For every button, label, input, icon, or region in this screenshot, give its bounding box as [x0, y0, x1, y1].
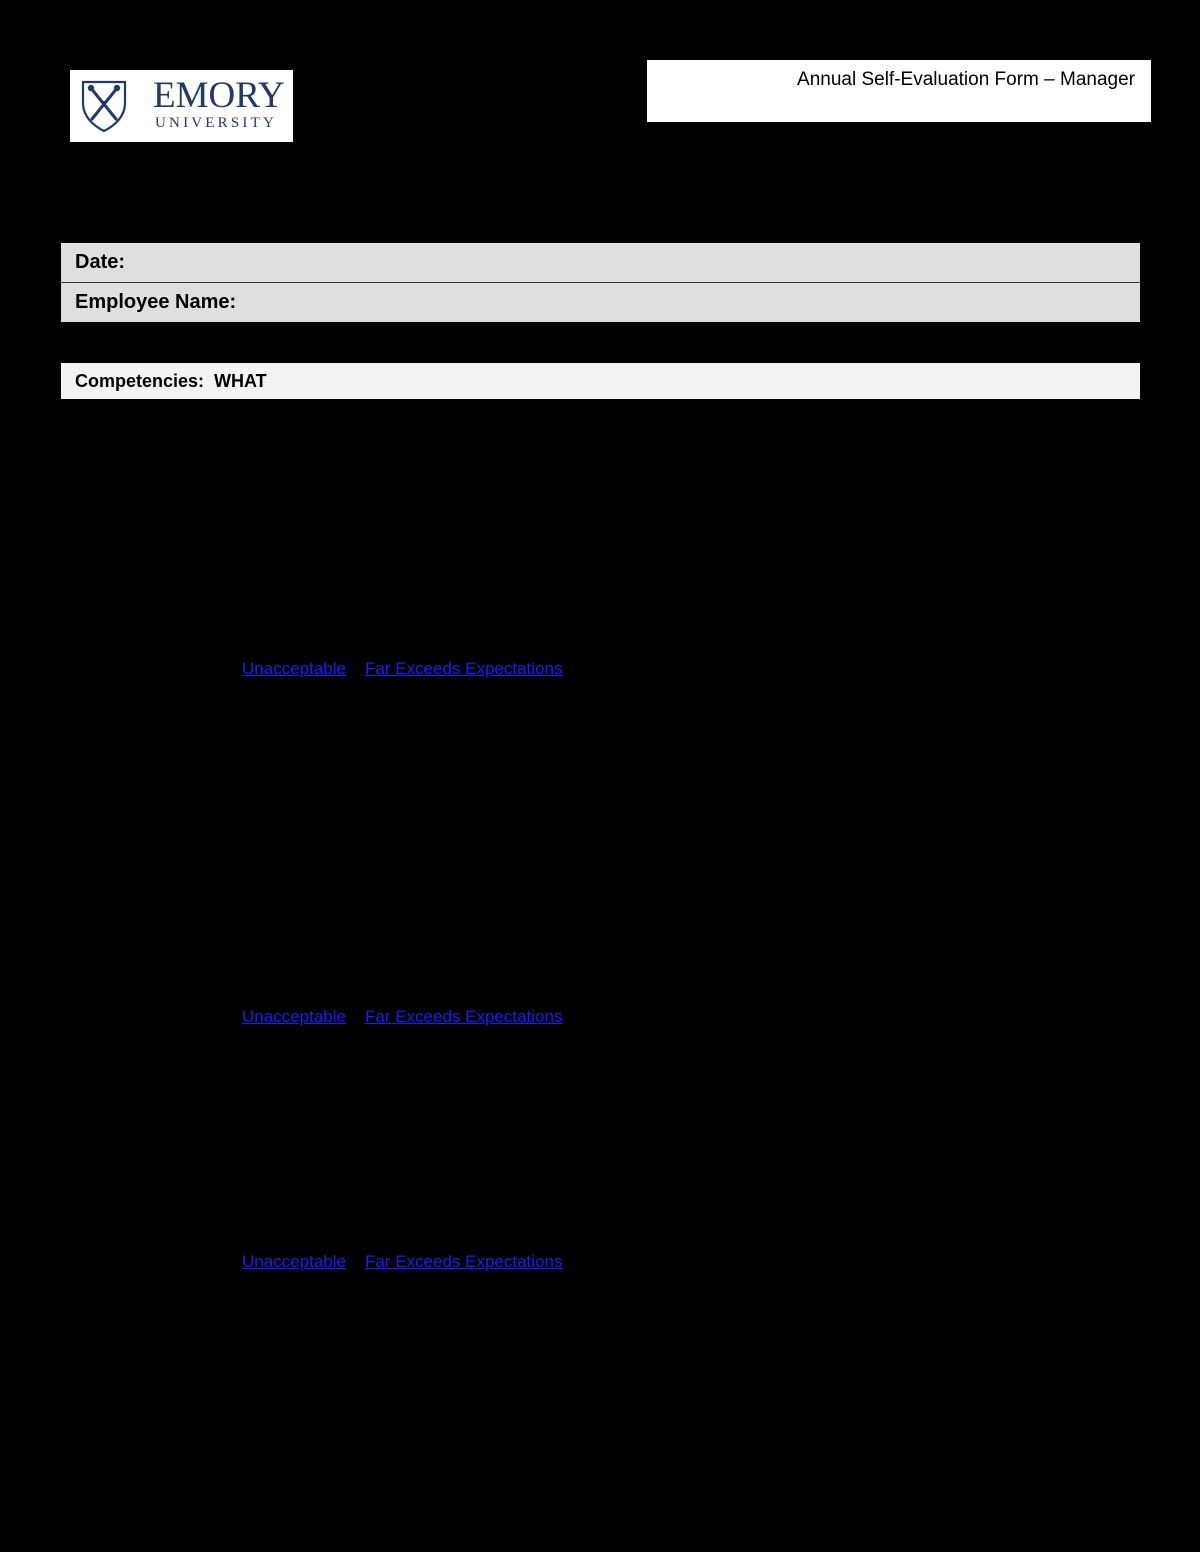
logo-name: EMORY	[153, 75, 285, 116]
rating-low-link[interactable]: Unacceptable	[242, 1007, 346, 1026]
form-title: Annual Self-Evaluation Form – Manager	[797, 69, 1135, 90]
rating-high-link[interactable]: Far Exceeds Expectations	[364, 1007, 563, 1026]
employee-name-field-row[interactable]	[61, 283, 1140, 322]
competencies-section-header	[61, 363, 1140, 399]
logo-subtitle: UNIVERSITY	[155, 115, 277, 131]
emory-logo	[70, 70, 293, 142]
section-title: Competencies: WHAT	[75, 370, 267, 391]
rating-scale	[242, 1252, 562, 1272]
form-title-box	[647, 60, 1151, 122]
date-label: Date:	[75, 251, 126, 273]
rating-high-link[interactable]: Far Exceeds Expectations	[364, 1252, 563, 1271]
rating-low-link[interactable]: Unacceptable	[242, 659, 346, 678]
employee-name-label: Employee Name:	[75, 291, 237, 313]
date-field-row[interactable]	[61, 243, 1140, 282]
rating-high-link[interactable]: Far Exceeds Expectations	[364, 659, 563, 678]
rating-scale	[242, 1007, 562, 1027]
rating-scale	[242, 659, 562, 679]
rating-low-link[interactable]: Unacceptable	[242, 1252, 346, 1271]
emory-shield-icon	[80, 79, 128, 133]
